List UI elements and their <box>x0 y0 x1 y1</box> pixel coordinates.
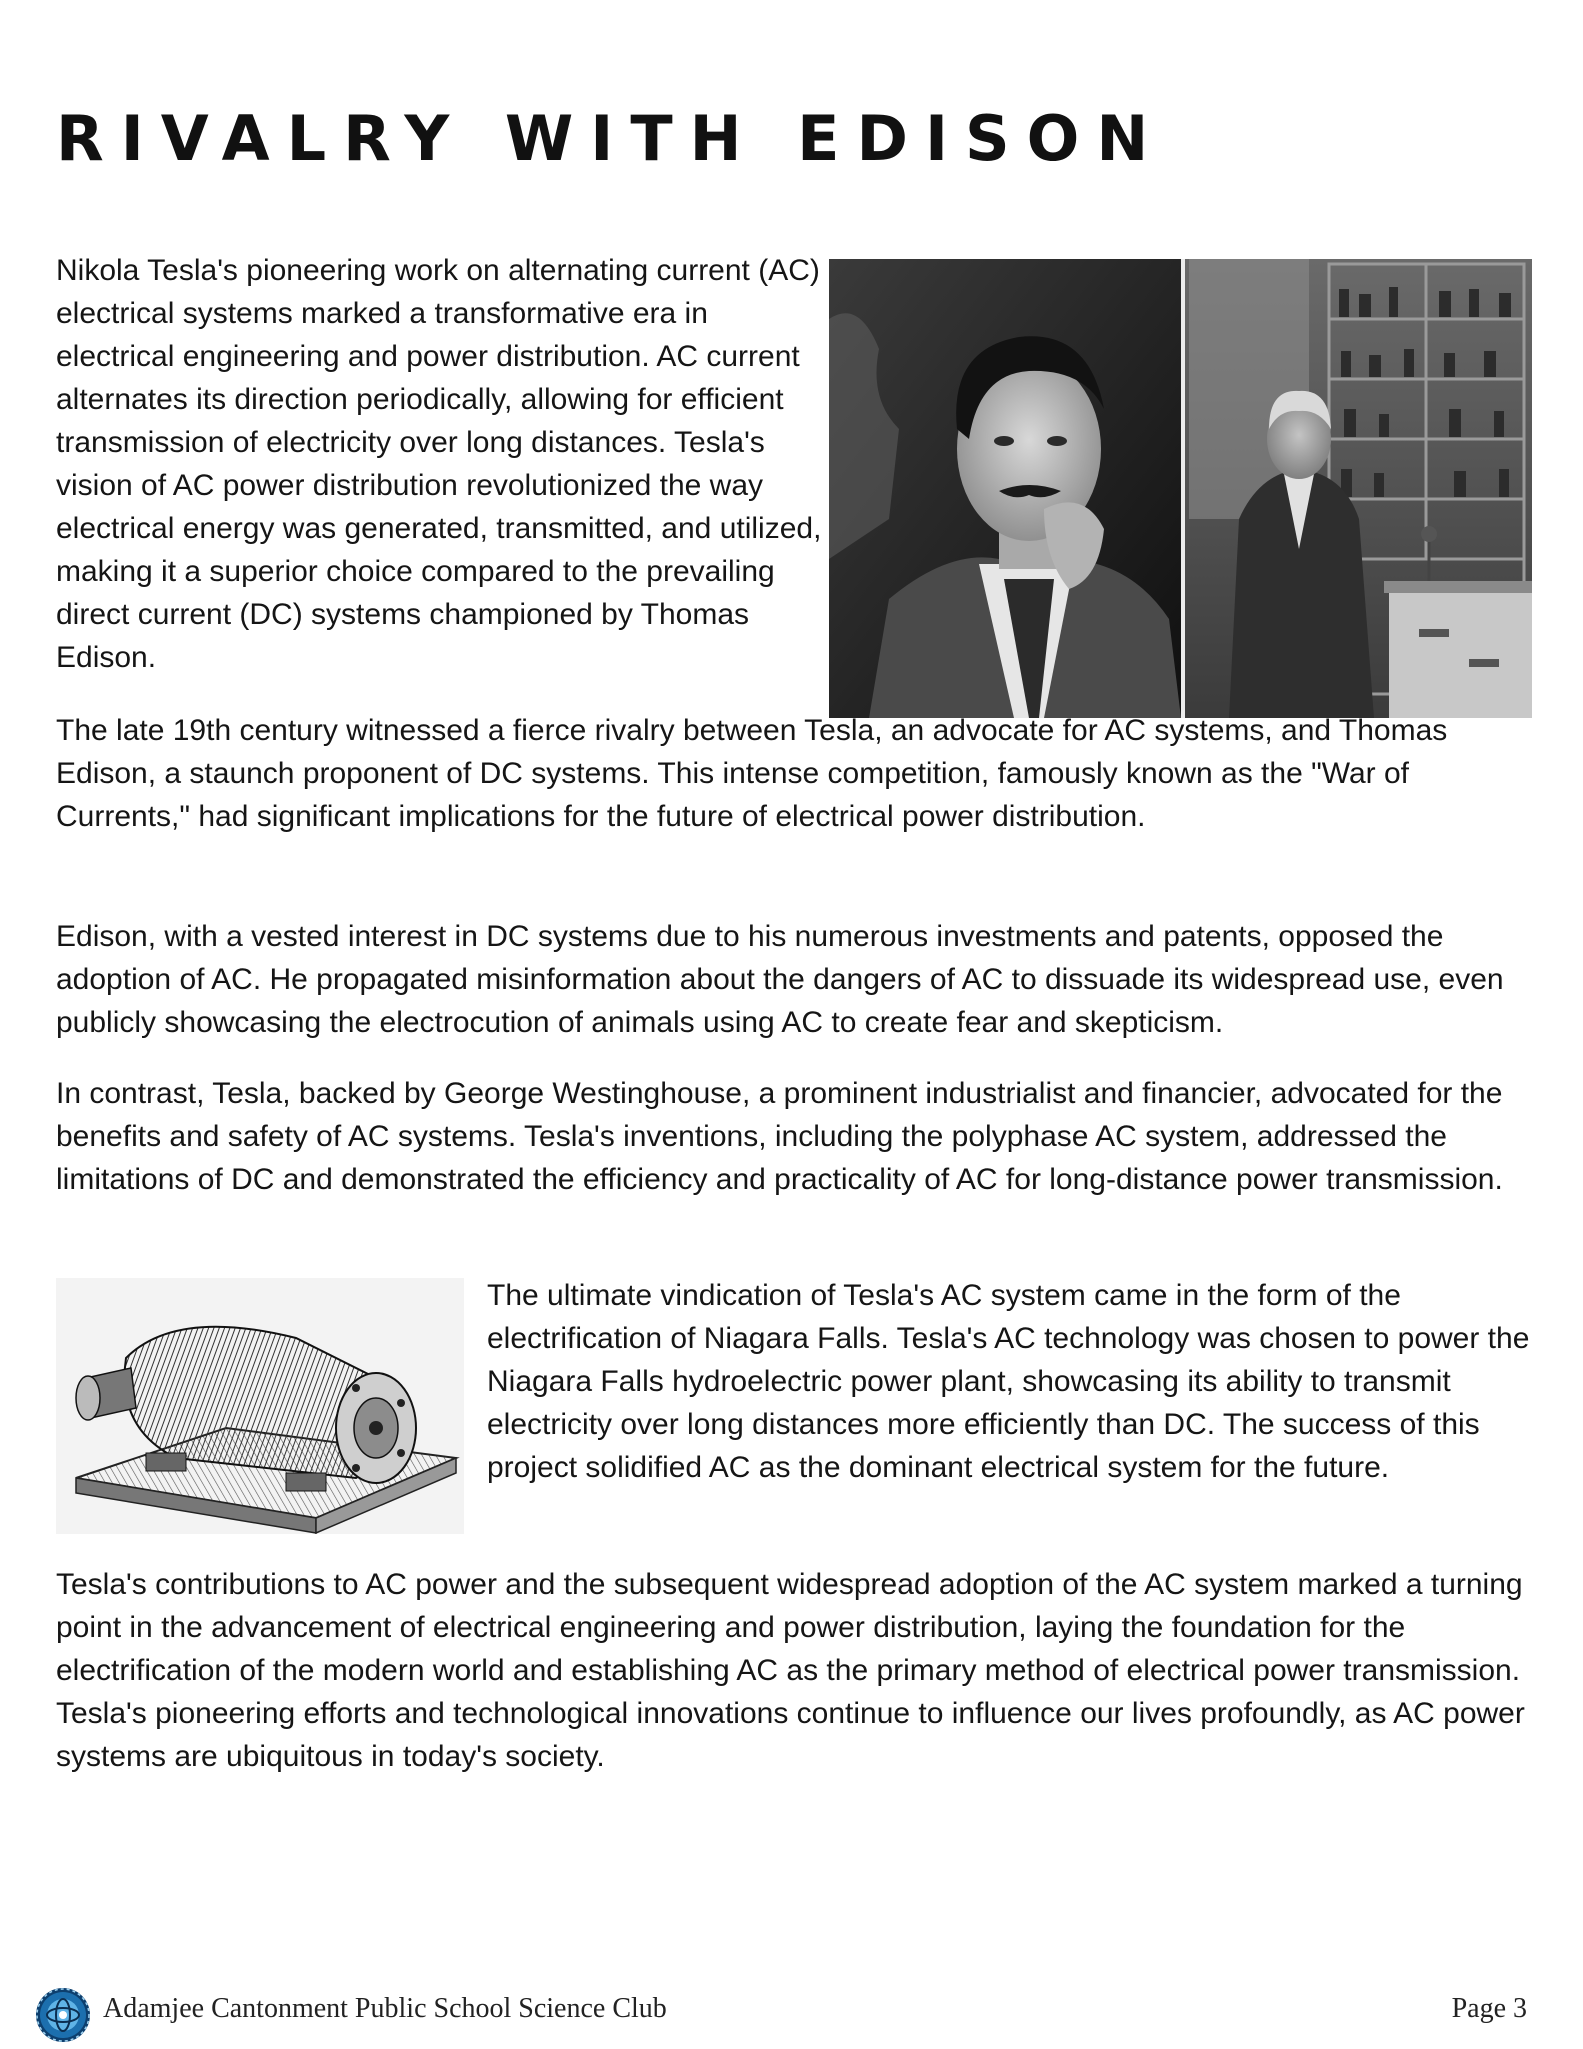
paragraph-legacy: Tesla's contributions to AC power and the subsequent widespread adoption of the AC system marked a turning point in the advancement of electrical engineering and power distribution, laying the foundation for the electrification of the modern world and establishing AC as the primary method of electrical power transmission. Tesla's pioneering efforts and technological innovations continue to influence our lives profoundly, as AC power systems are ubiquitous in today's society. <box>56 1568 1525 1773</box>
paragraph-westinghouse: In contrast, Tesla, backed by George Westinghouse, a prominent industrialist and financier, advocated for the benefits and safety of AC systems. Tesla's inventions, including the polyphase AC system, addressed the limitations of DC and demonstrated the efficiency and practicality of AC for long-distance power transmission. <box>56 1077 1503 1196</box>
paragraph-ac-intro: Nikola Tesla's pioneering work on alternating current (AC) electrical systems marked a transformative era in electrical engineering and power distribution. AC current alternates its direction periodically, allowing for efficient transmission of electricity over long distances. Tesla's vision of AC power distribution revolutionized the way electrical energy was generated, transmitted, and utilized, making it a superior choice compared to the prevailing direct current (DC) systems championed by Thomas Edison. <box>56 254 822 674</box>
ac-motor-engraving-image <box>56 1278 464 1534</box>
paragraph-niagara-falls: The ultimate vindication of Tesla's AC system came in the form of the electrification of Niagara Falls. Tesla's AC technology was chosen to power the Niagara Falls hydroelectric power plant, showcasing its ability to transmit electricity over long distances more efficiently than DC. The success of this project solidified AC as the dominant electrical system for the future. <box>487 1279 1530 1484</box>
paragraph-edison-opposition: Edison, with a vested interest in DC systems due to his numerous investments and patents, opposed the adoption of AC. He propagated misinformation about the dangers of AC to dissuade its widespread use, even publicly showcasing the electrocution of animals using AC to create fear and skepticism. <box>56 920 1504 1039</box>
science-club-globe-icon <box>34 1986 92 2044</box>
page-number: Page 3 <box>1451 1993 1527 2024</box>
page-title: RIVALRY WITH EDISON <box>56 102 1166 175</box>
tesla-edison-portraits-image <box>829 259 1532 718</box>
footer-club-name: Adamjee Cantonment Public School Science Club <box>103 1993 667 2024</box>
paragraph-war-of-currents: The late 19th century witnessed a fierce rivalry between Tesla, an advocate for AC systems, and Thomas Edison, a staunch proponent of DC systems. This intense competition, famously known as the "War of Currents," had significant implications for the future of electrical power distribution. <box>56 714 1448 833</box>
